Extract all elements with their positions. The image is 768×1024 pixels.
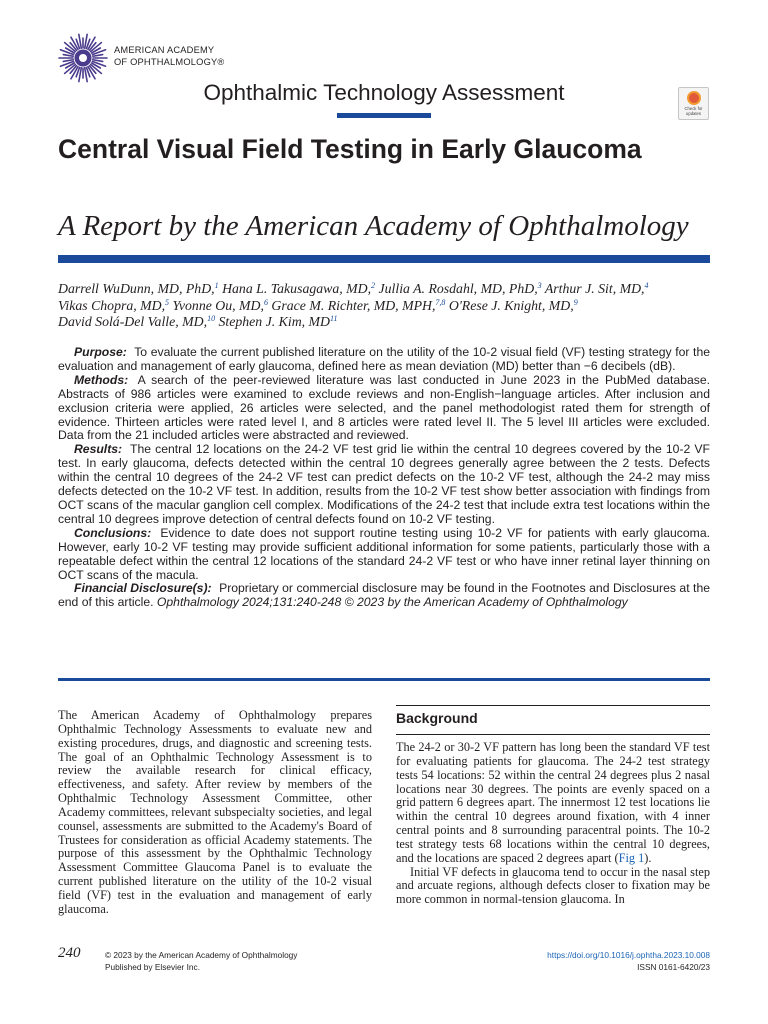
author[interactable] xyxy=(219,314,338,329)
intro-paragraph: The American Academy of Ophthalmology prepares Ophthalmic Technology Assessments to evaluate new and existing procedures, drugs, and diagnostic and screening tests. The goal of an Ophthalmic Technology Assessment is to review the available research for clinical efficacy, effectiveness, and safety. After review by members of the Ophthalmic Technology Assessment Committee, other Academy committees, relevant subspecialty societies, and legal counsel, assessments are submitted to the Academy's Board of Trustees for consideration as official Academy statements. The purpose of this assessment by the Ophthalmic Technology Assessment Committee Glaucoma Panel is to evaluate the current published literature on the utility of the 10-2 visual field (VF) test in the evaluation and management of early glaucoma. xyxy=(58,708,372,916)
methods-label: Methods: xyxy=(74,372,129,387)
author-name: O'Rese J. Knight, MD, xyxy=(448,297,574,313)
purpose-label: Purpose: xyxy=(74,345,127,359)
conclusions-text: Evidence to date does not support routine testing using 10-2 VF for patients with early glaucoma. However, early 10-2 VF testing may provide sufficient additional information for some patients, particularly those with a repeatable defect within the central 12 locations of the standard 24-2 VF test or who have inner retinal layer thinning on OCT scans of the macula. xyxy=(58,525,710,582)
abstract-conclusions xyxy=(58,527,710,583)
section-label: Ophthalmic Technology Assessment xyxy=(203,80,565,105)
author[interactable] xyxy=(545,281,649,296)
figure-1-link[interactable]: Fig 1 xyxy=(618,850,645,865)
affiliation-ref[interactable]: 1 xyxy=(214,281,219,290)
author-name: Darrell WuDunn, MD, PhD, xyxy=(58,281,215,296)
results-label: Results: xyxy=(74,442,123,457)
article-subtitle: A Report by the American Academy of Ophthalmology xyxy=(58,210,689,242)
author-name: Grace M. Richter, MD, MPH, xyxy=(271,297,436,313)
author-name: Stephen J. Kim, MD xyxy=(218,314,331,329)
abstract-results xyxy=(58,443,710,526)
disclosure-label: Financial Disclosure(s): xyxy=(74,581,212,596)
author[interactable] xyxy=(58,298,169,313)
author-list xyxy=(58,281,718,331)
affiliation-ref[interactable]: 7,8 xyxy=(435,297,446,307)
results-text: The central 12 locations on the 24-2 VF test grid lie within the central 10 degrees covered by the 10-2 VF test. In early glaucoma, defects detected within the central 10 degrees generally agree between the 2 tests. Defects within the central 10 degrees of the 24-2 VF test can predict defects on the 10-2 VF test, although the 24-2 may miss defects detected on the 10-2 VF test. In addition, results from the 10-2 VF test show better association with findings from OCT scans of the macular ganglion cell complex. Modifications of the 24-2 test that include extra test locations within the central 10 degrees improve detection of central defects found on 10-2 VF testing. xyxy=(58,442,710,526)
author[interactable] xyxy=(222,281,375,296)
abstract xyxy=(58,346,710,610)
conclusions-label: Conclusions: xyxy=(74,525,152,540)
author-name: Arthur J. Sit, MD, xyxy=(544,281,645,296)
abstract-disclosure xyxy=(58,582,710,610)
org-name-line2: OF OPHTHALMOLOGY® xyxy=(114,57,225,67)
badge-label: Check for updates xyxy=(684,106,703,116)
background-paragraph-2: Initial VF defects in glaucoma tend to occur in the nasal step and arcuate regions, although defects closer to fixation may be more common in normal-tension glaucoma. In xyxy=(396,864,710,907)
affiliation-ref[interactable]: 2 xyxy=(371,281,376,290)
bg-p1-end: ). xyxy=(644,850,652,865)
affiliation-ref[interactable]: 9 xyxy=(573,297,578,307)
publisher: Published by Elsevier Inc. xyxy=(105,961,201,972)
aao-seal-icon xyxy=(58,33,108,83)
author-name: Yvonne Ou, MD, xyxy=(172,297,264,313)
org-name-line1: AMERICAN ACADEMY xyxy=(114,45,215,55)
author[interactable] xyxy=(379,281,542,296)
author-name: Hana L. Takusagawa, MD, xyxy=(222,281,372,296)
disclosure-text: Proprietary or commercial disclosure may be found in the Footnotes and Disclosures at the end of this article. xyxy=(58,581,711,610)
background-paragraph-1 xyxy=(396,741,710,866)
abstract-purpose xyxy=(58,346,710,374)
heading-rule-bottom xyxy=(396,734,710,735)
affiliation-ref[interactable]: 6 xyxy=(263,297,268,307)
abstract-methods xyxy=(58,374,710,444)
affiliation-ref[interactable]: 3 xyxy=(537,281,542,290)
affiliation-ref[interactable]: 4 xyxy=(644,281,649,290)
background-heading: Background xyxy=(396,710,478,726)
abstract-divider xyxy=(58,678,710,681)
background-body xyxy=(396,741,710,907)
methods-text: A search of the peer-reviewed literature was last conducted in June 2023 in the PubMed database. Abstracts of 986 articles were examined to exclude reviews and non-English−language articles. After inclusion and exclusion criteria were applied, 26 articles were selected, and the panel methodologist rated them for strength of evidence. Thirteen articles were rated level I, and 8 articles were rated level II. The 5 level III articles were excluded. Data from the 21 included articles were abstracted and reviewed. xyxy=(58,372,710,443)
purpose-text: To evaluate the current published literature on the utility of the 10-2 visual field (VF) testing strategy for the evaluation and management of early glaucoma, defined here as mean deviation (MD) better than −6 decibels (dB). xyxy=(58,345,710,373)
affiliation-ref[interactable]: 11 xyxy=(330,314,338,323)
footer-right xyxy=(547,950,710,973)
heading-rule-top xyxy=(396,705,710,706)
page-number: 240 xyxy=(58,945,81,961)
author[interactable] xyxy=(58,314,215,329)
citation: Ophthalmology 2024;131:240-248 © 2023 by the American Academy of Ophthalmology xyxy=(156,595,628,610)
author-name: Jullia A. Rosdahl, MD, PhD, xyxy=(378,281,538,296)
affiliation-ref[interactable]: 10 xyxy=(207,314,216,323)
author-name: Vikas Chopra, MD, xyxy=(58,297,166,313)
author[interactable] xyxy=(58,281,219,296)
affiliation-ref[interactable]: 5 xyxy=(165,297,170,307)
article-title: Central Visual Field Testing in Early Glaucoma xyxy=(58,134,642,164)
bg-p1-text: The 24-2 or 30-2 VF pattern has long been the standard VF test for evaluating patients for glaucoma. The 24-2 test strategy tests 54 locations: 52 within the central 24 degrees plus 2 nasal locations near 30 degrees. The points are evenly spaced on a grid pattern 6 degrees apart. The innermost 12 test locations lie within the central 10 degrees around fixation, with 4 inner central points and 8 surrounding paracentral points. The 10-2 test strategy tests 68 locations within the central 10 degrees, and the locations are spaced 2 degrees apart ( xyxy=(396,740,710,865)
author[interactable] xyxy=(271,298,445,313)
issn: ISSN 0161-6420/23 xyxy=(637,961,710,972)
author[interactable] xyxy=(449,298,578,313)
footer-left xyxy=(105,950,297,973)
doi-link[interactable]: https://doi.org/10.1016/j.ophtha.2023.10.008 xyxy=(547,950,710,960)
title-divider xyxy=(58,255,710,263)
section-rule xyxy=(337,113,431,118)
check-for-updates-badge[interactable] xyxy=(678,87,709,120)
author[interactable] xyxy=(173,298,268,313)
author-name: David Solá-Del Valle, MD, xyxy=(58,314,208,329)
update-icon xyxy=(687,91,701,105)
copyright: © 2023 by the American Academy of Ophthalmology xyxy=(105,950,298,960)
